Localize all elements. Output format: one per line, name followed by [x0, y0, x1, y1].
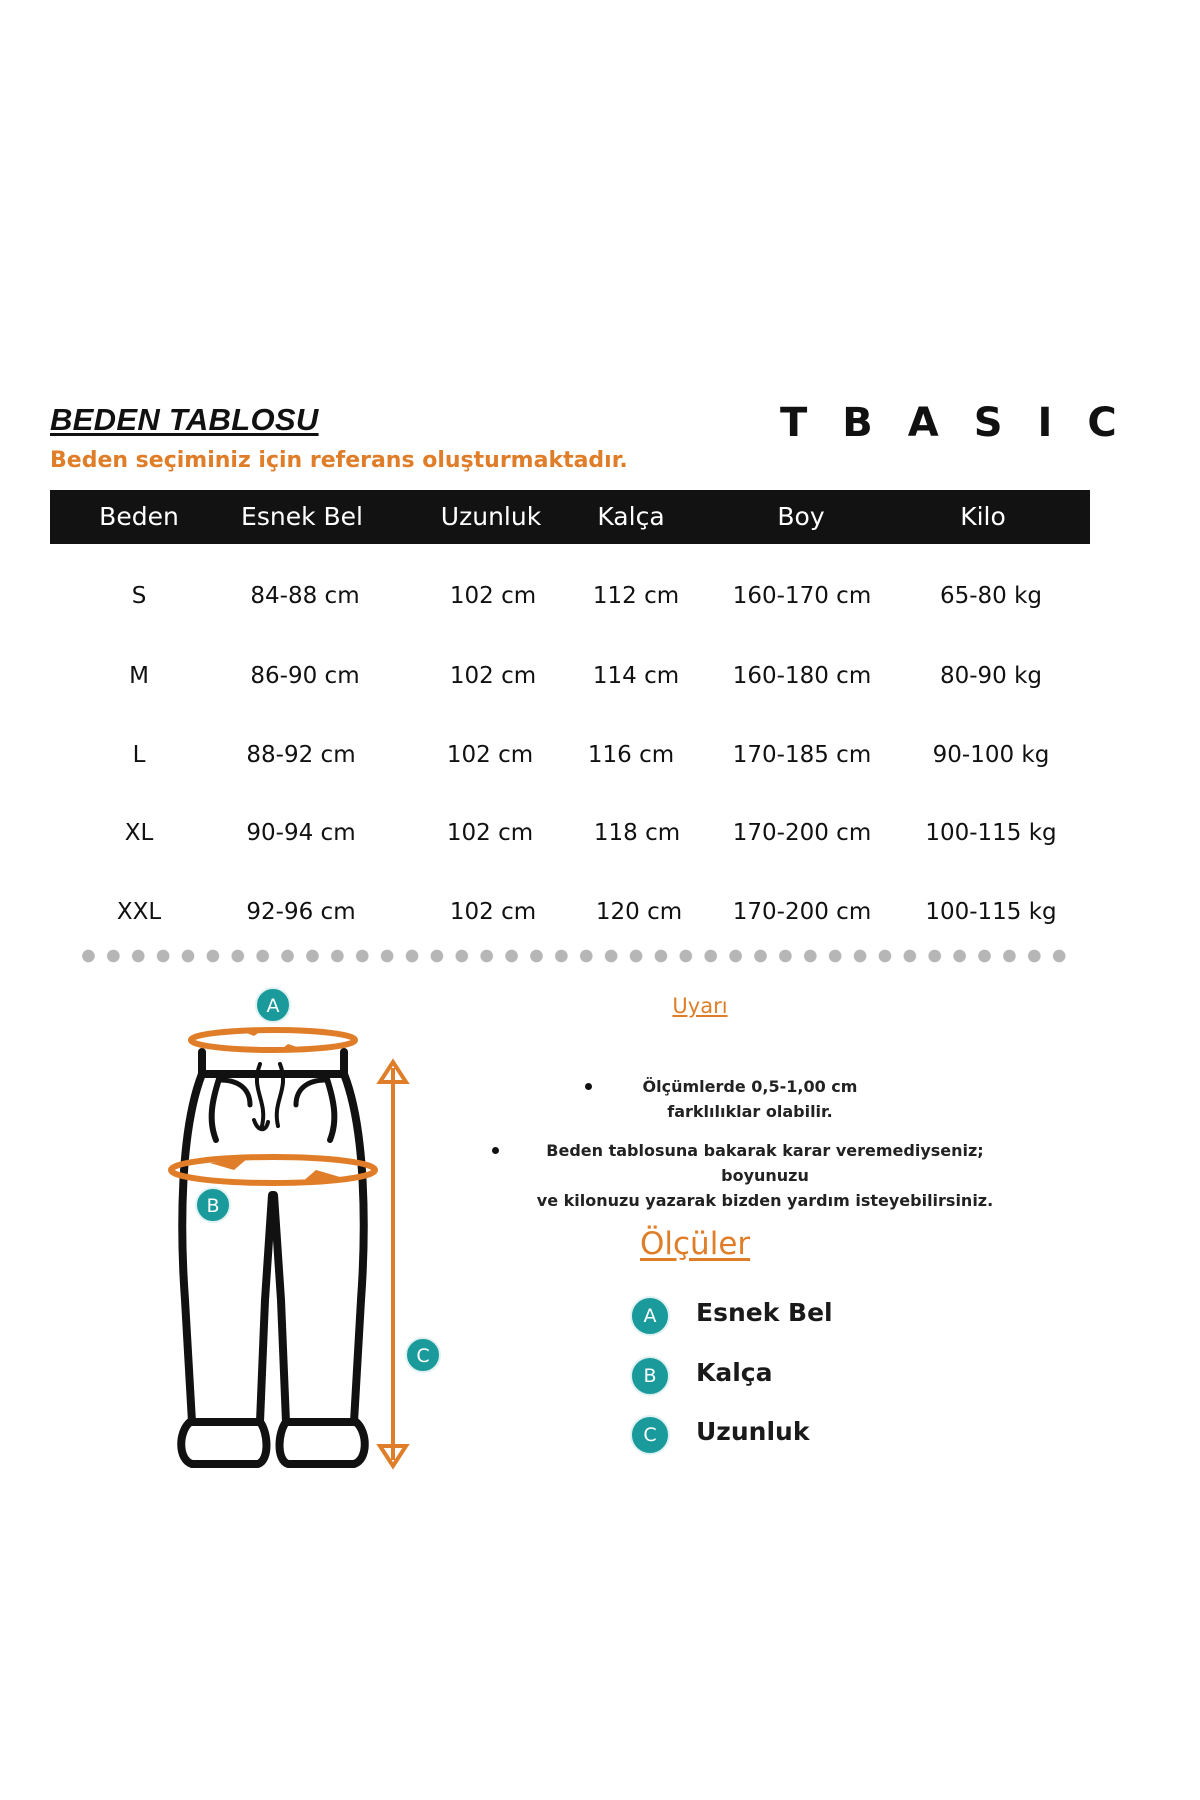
cell-height: 160-170 cm: [732, 583, 872, 609]
note-1-line-2: farklılıklar olabilir.: [667, 1102, 833, 1121]
table-row: [50, 813, 1090, 853]
measurements-title: Ölçüler: [640, 1226, 751, 1262]
badge-c: [406, 1338, 440, 1372]
badge-b: [196, 1188, 230, 1222]
page-subtitle: Beden seçiminiz için referans oluşturmaktadır.: [50, 448, 628, 473]
cell-size: S: [131, 583, 147, 609]
cell-hip: 112 cm: [592, 583, 680, 609]
dotted-divider: [76, 949, 1076, 963]
table-row: [50, 656, 1090, 696]
cell-weight: 65-80 kg: [939, 583, 1043, 609]
header-beden: Beden: [99, 502, 179, 531]
cell-weight: 100-115 kg: [925, 899, 1057, 925]
size-table-header: [50, 490, 1090, 544]
length-measure-icon: [380, 1062, 406, 1466]
legend-label: Uzunluk: [696, 1417, 810, 1446]
warning-title: Uyarı: [672, 994, 728, 1018]
cell-height: 170-185 cm: [732, 742, 872, 768]
cell-length: 102 cm: [449, 663, 537, 689]
cell-size: L: [132, 742, 146, 768]
hip-measure-icon: [171, 1157, 375, 1183]
cell-length: 102 cm: [446, 820, 534, 846]
cell-size: XXL: [116, 899, 162, 925]
table-row: [50, 576, 1090, 616]
cell-hip: 118 cm: [593, 820, 681, 846]
badge-a-label: A: [266, 995, 280, 1017]
waist-measure-icon: [191, 1028, 355, 1052]
bullet-icon: [492, 1147, 499, 1154]
cell-waist: 90-94 cm: [246, 820, 356, 846]
cell-weight: 80-90 kg: [939, 663, 1043, 689]
cell-size: XL: [124, 820, 154, 846]
cell-weight: 100-115 kg: [925, 820, 1057, 846]
cell-length: 102 cm: [449, 583, 537, 609]
pants-figure: [150, 970, 450, 1480]
header-boy: Boy: [777, 502, 825, 531]
note-2-line-1: Beden tablosuna bakarak karar veremediyseniz; boyunuzu: [546, 1141, 984, 1185]
note-1-line-1: Ölçümlerde 0,5-1,00 cm: [642, 1077, 858, 1096]
badge-a: [256, 988, 290, 1022]
cell-height: 160-180 cm: [732, 663, 872, 689]
header-uzunluk: Uzunluk: [440, 502, 542, 531]
cell-waist: 84-88 cm: [250, 583, 360, 609]
legend-label: Kalça: [696, 1358, 773, 1387]
cell-waist: 86-90 cm: [250, 663, 360, 689]
cell-weight: 90-100 kg: [932, 742, 1050, 768]
header-esnek-bel: Esnek Bel: [241, 502, 363, 531]
badge-c-label: C: [416, 1345, 430, 1367]
warning-note-2: [505, 1138, 1025, 1213]
cell-size: M: [129, 663, 149, 689]
brand-logo: TBASIC: [780, 400, 1152, 446]
page-title: BEDEN TABLOSU: [50, 402, 319, 437]
warning-note-1: [560, 1074, 940, 1124]
table-row: [50, 892, 1090, 932]
cell-waist: 88-92 cm: [246, 742, 356, 768]
header-kalca: Kalça: [597, 502, 665, 531]
legend-badge: A: [630, 1296, 670, 1336]
badge-b-label: B: [206, 1195, 220, 1217]
legend-badge: B: [630, 1356, 670, 1396]
cell-waist: 92-96 cm: [246, 899, 356, 925]
cell-hip: 116 cm: [587, 742, 675, 768]
pants-outline-icon: [181, 1052, 365, 1464]
cell-height: 170-200 cm: [732, 899, 872, 925]
cell-hip: 114 cm: [592, 663, 680, 689]
cell-length: 102 cm: [449, 899, 537, 925]
legend-badge: C: [630, 1415, 670, 1455]
header-kilo: Kilo: [960, 502, 1006, 531]
table-row: [50, 735, 1090, 775]
cell-height: 170-200 cm: [732, 820, 872, 846]
note-2-line-2: ve kilonuzu yazarak bizden yardım isteyebilirsiniz.: [536, 1191, 994, 1210]
cell-length: 102 cm: [446, 742, 534, 768]
cell-hip: 120 cm: [595, 899, 683, 925]
legend-label: Esnek Bel: [696, 1298, 833, 1327]
